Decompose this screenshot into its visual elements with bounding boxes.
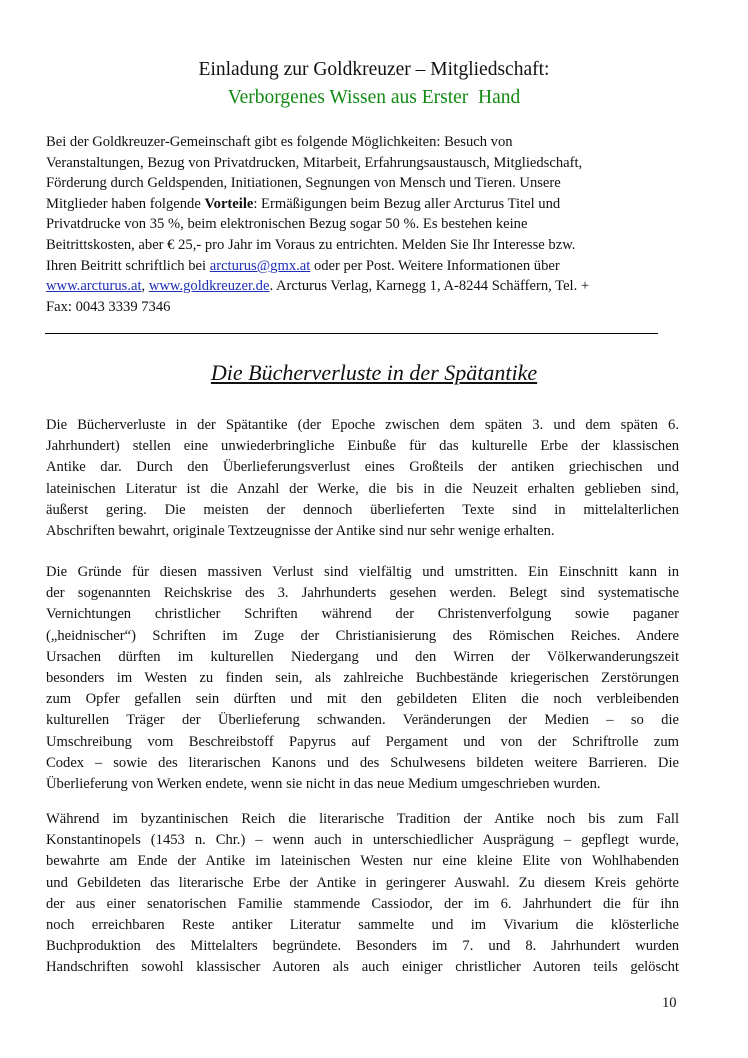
text-line: Privatdrucke von 35 %, beim elektronischen Bezug sogar 50 %. Es bestehen keine (46, 216, 528, 233)
page-number: 10 (662, 995, 677, 1011)
text-line: Handschriften sowohl klassischer Autoren als auch einiger christlicher Autoren teils gelöscht (46, 959, 679, 976)
text-line: Während im byzantinischen Reich die literarische Tradition der Antike noch bis zum Fall (46, 811, 679, 827)
text-line: Bei der Goldkreuzer-Gemeinschaft gibt es folgende Möglichkeiten: Besuch von (46, 134, 513, 150)
text-line (46, 256, 706, 277)
text-fragment: : Ermäßigungen beim Bezug aller Arcturus Titel und (253, 195, 561, 212)
text-line: bewahrte am Ende der Antike im lateinischen Westen nur eine kleine Elite von Wohlhabenden (46, 853, 679, 870)
article-paragraph-3 (46, 809, 679, 979)
goldkreuzer-website-link[interactable]: www.goldkreuzer.de (148, 278, 270, 295)
text-line: Ursachen dürften im kulturellen Niedergang und den Wirren der Völkerwanderungszeit (46, 648, 679, 665)
text-line: Abschriften bewahrt, originale Textzeugnisse der Antike sind nur sehr wenige erhalten. (46, 523, 555, 540)
text-fragment: oder per Post. Weitere Informationen über (310, 257, 560, 274)
text-line: Konstantinopels (1453 n. Chr.) – wenn auch in unterschiedlicher Ausprägung – gepflegt wurde, (46, 832, 679, 849)
text-line: zum Opfer gefallen sein dürften und mit den gebildeten Eliten die noch verbleibenden (46, 691, 679, 708)
text-line: („heidnischer“) Schriften im Zuge der Christianisierung des Römischen Reiches. Andere (46, 627, 679, 644)
text-line: der aus einer senatorischen Familie stammende Cassiodor, der im 6. Jahrhundert die für ihn (46, 895, 679, 912)
invitation-title: Einladung zur Goldkreuzer – Mitgliedschaft: (198, 59, 550, 80)
text-fragment: . Arcturus Verlag, Karnegg 1, A-8244 Schäffern, Tel. + (269, 278, 590, 295)
text-line: Vernichtungen christlicher Schriften während der Christenverfolgung sowie paganer (46, 606, 679, 623)
text-fragment: Mitglieder haben folgende (46, 195, 205, 212)
article-title: Die Bücherverluste in der Spätantike (210, 360, 538, 385)
arcturus-website-link[interactable]: www.arcturus.at (46, 278, 142, 295)
text-line: Förderung durch Geldspenden, Initiationen, Segnungen von Mensch und Tieren. Unsere (46, 175, 561, 192)
text-line: besonders im Westen zu finden sein, als zahlreiche Buchbestände kriegerischen Zerstörungen (46, 670, 679, 687)
horizontal-divider (45, 333, 658, 334)
text-line: der sogenannten Reichskrise des 3. Jahrhunderts gesehen werden. Belegt sind systematische (46, 585, 679, 602)
text-line: Die Bücherverluste in der Spätantike (der Epoche zwischen dem späten 3. und dem späten 6. (46, 417, 679, 433)
text-line: Jahrhundert) stellen eine unwiederbringliche Einbuße für das kulturelle Erbe der klassischen (46, 438, 679, 455)
article-paragraph-2 (46, 562, 679, 795)
invitation-subtitle: Verborgenes Wissen aus Erster Hand (227, 87, 521, 108)
text-line: lateinischen Literatur ist die Anzahl der Werke, die bis in die Neuzeit erhalten geblieben sind, (46, 480, 679, 497)
text-line: noch erreichbaren Reste antiker Literatur sammelte und im Vivarium die klösterliche (46, 917, 679, 934)
text-line: Buchproduktion des Mittelalters begründete. Besonders im 7. und 8. Jahrhundert wurden (46, 938, 679, 955)
email-link[interactable]: arcturus@gmx.at (209, 257, 311, 274)
article-paragraph-1 (46, 415, 679, 542)
benefits-label: Vorteile (204, 195, 254, 212)
text-line: kulturellen Träger der Überlieferung schwanden. Veränderungen der Medien – so die (46, 712, 679, 729)
text-line: Antike dar. Durch den Überlieferungsverlust eines Großteils der antiken griechischen und (46, 459, 679, 476)
text-line: Die Gründe für diesen massiven Verlust sind vielfältig und umstritten. Ein Einschnitt kann in (46, 564, 679, 580)
text-fragment: Ihren Beitritt schriftlich bei (46, 257, 210, 274)
text-line: und Gebildeten das literarische Erbe der Antike in geringerer Auswahl. Zu diesem Kreis gehörte (46, 874, 679, 891)
membership-info-paragraph (46, 132, 706, 317)
text-line: Fax: 0043 3339 7346 (46, 298, 171, 315)
text-fragment: , (141, 278, 149, 295)
text-line: Überlieferung von Werken endete, wenn sie nicht in das neue Medium umgeschrieben wurden. (46, 776, 601, 793)
text-line (46, 276, 706, 297)
text-line: Codex – sowie des literarischen Kanons und des Schulwesens bildeten weitere Barrieren. Die (46, 754, 679, 771)
text-line (46, 194, 706, 215)
text-line: Umschreibung vom Beschreibstoff Papyrus auf Pergament und von der Schriftrolle zum (46, 733, 679, 750)
text-line: Veranstaltungen, Bezug von Privatdrucken, Mitarbeit, Erfahrungsaustausch, Mitgliedschaft, (46, 154, 583, 171)
text-line: Beitrittskosten, aber € 25,- pro Jahr im Voraus zu entrichten. Melden Sie Ihr Interesse bzw. (46, 236, 576, 253)
text-line: äußerst gering. Die meisten der dennoch überlieferten Texte sind in mittelalterlichen (46, 501, 679, 518)
